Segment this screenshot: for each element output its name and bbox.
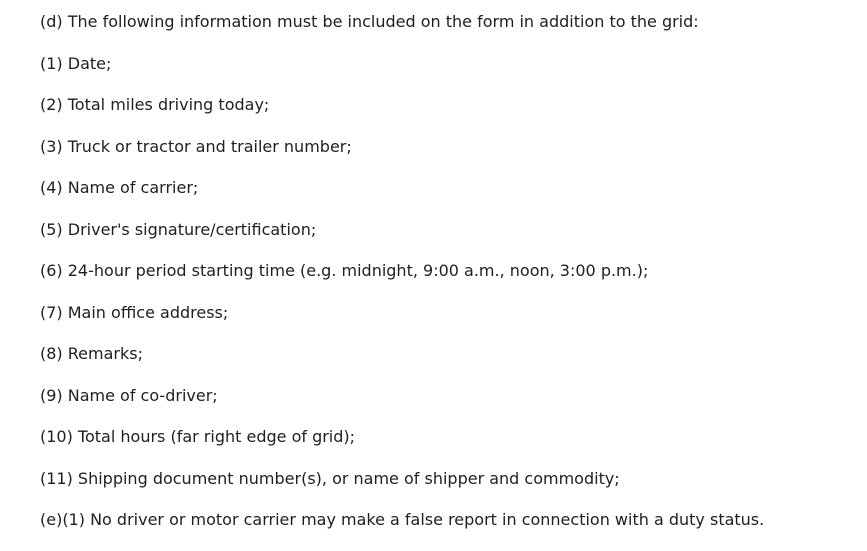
list-item-office-address: (7) Main office address; <box>40 303 229 322</box>
list-item-starting-time: (6) 24-hour period starting time (e.g. midnight, 9:00 a.m., noon, 3:00 p.m.); <box>40 261 649 280</box>
list-item-remarks: (8) Remarks; <box>40 344 143 363</box>
list-item-carrier-name: (4) Name of carrier; <box>40 178 199 197</box>
list-item-total-hours: (10) Total hours (far right edge of grid); <box>40 427 356 446</box>
list-item-total-miles: (2) Total miles driving today; <box>40 95 270 114</box>
paragraph-d-intro: (d) The following information must be included on the form in addition to the grid: <box>40 12 699 31</box>
paragraph-e1-false-report: (e)(1) No driver or motor carrier may make a false report in connection with a duty status. <box>40 510 765 529</box>
document-body <box>40 0 867 551</box>
list-item-shipping-document: (11) Shipping document number(s), or name of shipper and commodity; <box>40 469 620 488</box>
list-item-date: (1) Date; <box>40 54 112 73</box>
list-item-co-driver: (9) Name of co-driver; <box>40 386 218 405</box>
list-item-driver-signature: (5) Driver's signature/certification; <box>40 220 317 239</box>
list-item-truck-number: (3) Truck or tractor and trailer number; <box>40 137 352 156</box>
